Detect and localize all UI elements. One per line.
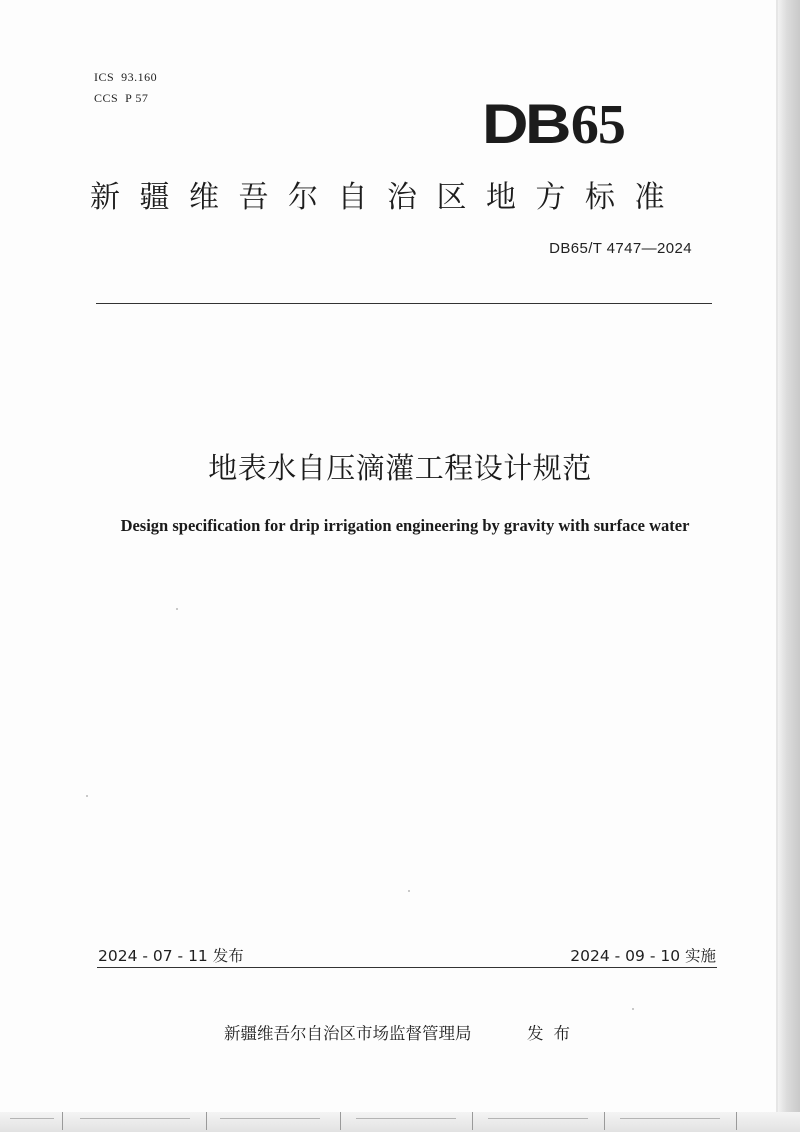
scan-tick	[206, 1112, 207, 1130]
scan-speck	[408, 890, 410, 892]
document-title-chinese: 地表水自压滴灌工程设计规范	[208, 451, 592, 485]
scan-dash	[620, 1118, 720, 1119]
implementation-date: 2024 - 09 - 10 实施	[570, 947, 716, 965]
scan-tick	[736, 1112, 737, 1130]
scan-dash	[80, 1118, 190, 1119]
scan-dash	[488, 1118, 588, 1119]
scan-tick	[604, 1112, 605, 1130]
scan-dash	[220, 1118, 320, 1119]
db65-logo	[482, 92, 625, 156]
db-logo-number: 65	[570, 94, 625, 156]
scan-dash	[10, 1118, 54, 1119]
ics-code: ICS 93.160	[94, 70, 158, 84]
publish-label: 发布	[527, 1024, 580, 1043]
db-logo-letters: DB	[482, 92, 569, 155]
scan-tick	[62, 1112, 63, 1130]
publisher-name: 新疆维吾尔自治区市场监督管理局	[224, 1024, 472, 1043]
header-divider	[96, 303, 712, 304]
scan-tick	[340, 1112, 341, 1130]
scan-tick	[472, 1112, 473, 1130]
scan-speck	[176, 608, 178, 610]
scan-speck	[86, 795, 88, 797]
scan-dash	[356, 1118, 456, 1119]
ccs-code: CCS P 57	[94, 91, 149, 105]
scan-edge-right	[778, 0, 800, 1132]
document-title-english: Design specification for drip irrigation engineering by gravity with surface water	[120, 516, 690, 535]
standard-type-heading: 新疆维吾尔自治区地方标准	[90, 180, 684, 215]
scan-speck	[632, 1008, 634, 1010]
standard-number: DB65/T 4747—2024	[549, 240, 692, 257]
issue-date: 2024 - 07 - 11 发布	[98, 947, 244, 965]
footer-divider	[97, 967, 717, 968]
scan-edge-bottom	[0, 1112, 800, 1132]
